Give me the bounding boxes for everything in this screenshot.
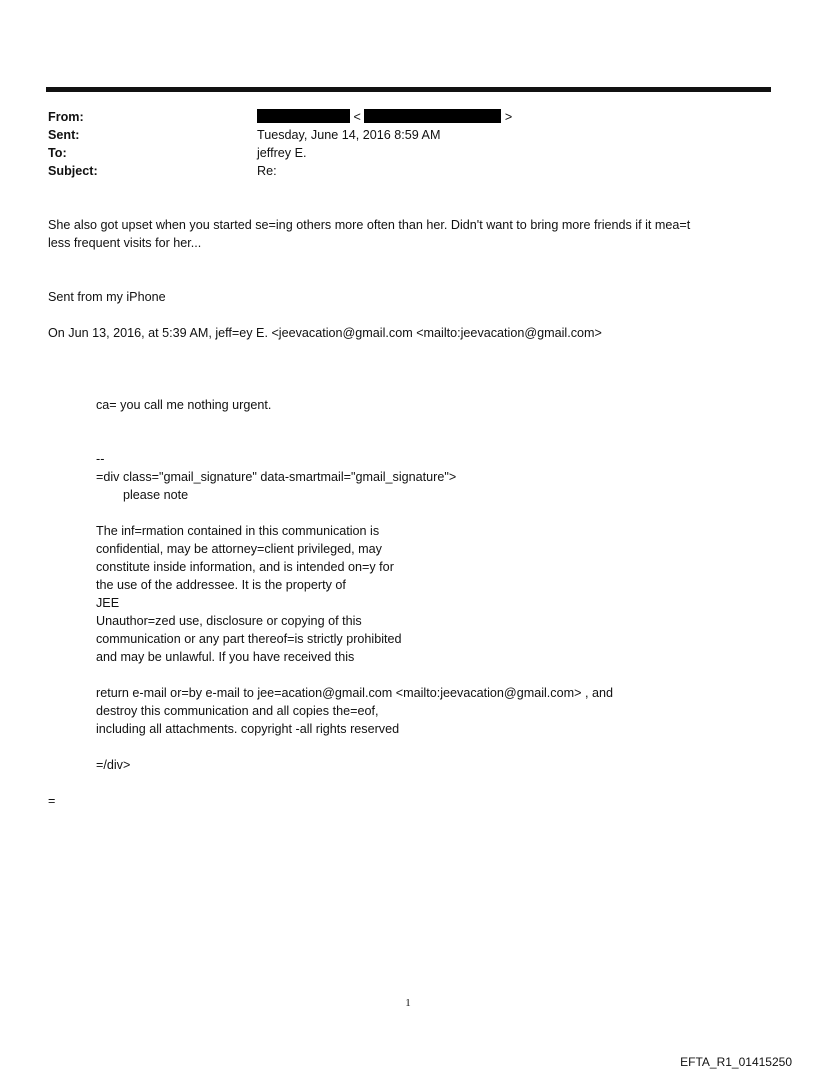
to-label: To: xyxy=(48,146,67,160)
conf-line: constitute inside information, and is intended on=y for xyxy=(96,560,394,574)
to-value: jeffrey E. xyxy=(257,146,307,160)
message-body xyxy=(48,216,690,252)
from-gt: > xyxy=(504,110,513,124)
conf-line: communication or any part thereof=is strictly prohibited xyxy=(96,632,402,646)
subject-label: Subject: xyxy=(48,164,98,178)
sent-value: Tuesday, June 14, 2016 8:59 AM xyxy=(257,128,441,142)
subject-value: Re: xyxy=(257,164,277,178)
redaction-box xyxy=(364,109,501,123)
conf-line: Unauthor=zed use, disclosure or copying of this xyxy=(96,614,362,628)
redaction-box xyxy=(257,109,350,123)
sig-div-close: =/div> xyxy=(96,758,131,772)
return-line: destroy this communication and all copies the=eof, xyxy=(96,704,379,718)
conf-line: the use of the addressee. It is the property of xyxy=(96,578,346,592)
quote-attribution: On Jun 13, 2016, at 5:39 AM, jeff=ey E. <jeevacation@gmail.com <mailto:jeevacation@gmail.com> xyxy=(48,326,602,340)
trailing-equals: = xyxy=(48,794,56,808)
page-number: 1 xyxy=(405,997,411,1009)
conf-line: JEE xyxy=(96,596,120,610)
conf-line: and may be unlawful. If you have received this xyxy=(96,650,355,664)
signature-block xyxy=(96,450,613,774)
from-value xyxy=(257,108,512,126)
quoted-message: ca= you call me nothing urgent. xyxy=(96,398,272,412)
sent-label: Sent: xyxy=(48,128,80,142)
header-rule xyxy=(46,87,771,92)
sig-dashes: -- xyxy=(96,452,105,466)
sent-from-line: Sent from my iPhone xyxy=(48,290,166,304)
from-label: From: xyxy=(48,110,84,124)
from-lt: < xyxy=(353,110,361,124)
sig-div-open: =div class="gmail_signature" data-smartmail="gmail_signature"> xyxy=(96,470,457,484)
please-note: please note xyxy=(123,488,189,502)
body-line: She also got upset when you started se=ing others more often than her. Didn't want to bring more friends if it mea=t xyxy=(48,218,691,232)
return-line: including all attachments. copyright -all rights reserved xyxy=(96,722,400,736)
bates-number: EFTA_R1_01415250 xyxy=(680,1055,792,1069)
conf-line: confidential, may be attorney=client privileged, may xyxy=(96,542,382,556)
body-line: less frequent visits for her... xyxy=(48,236,202,250)
return-line: return e-mail or=by e-mail to jee=acation@gmail.com <mailto:jeevacation@gmail.com> , and xyxy=(96,686,613,700)
conf-line: The inf=rmation contained in this communication is xyxy=(96,524,380,538)
